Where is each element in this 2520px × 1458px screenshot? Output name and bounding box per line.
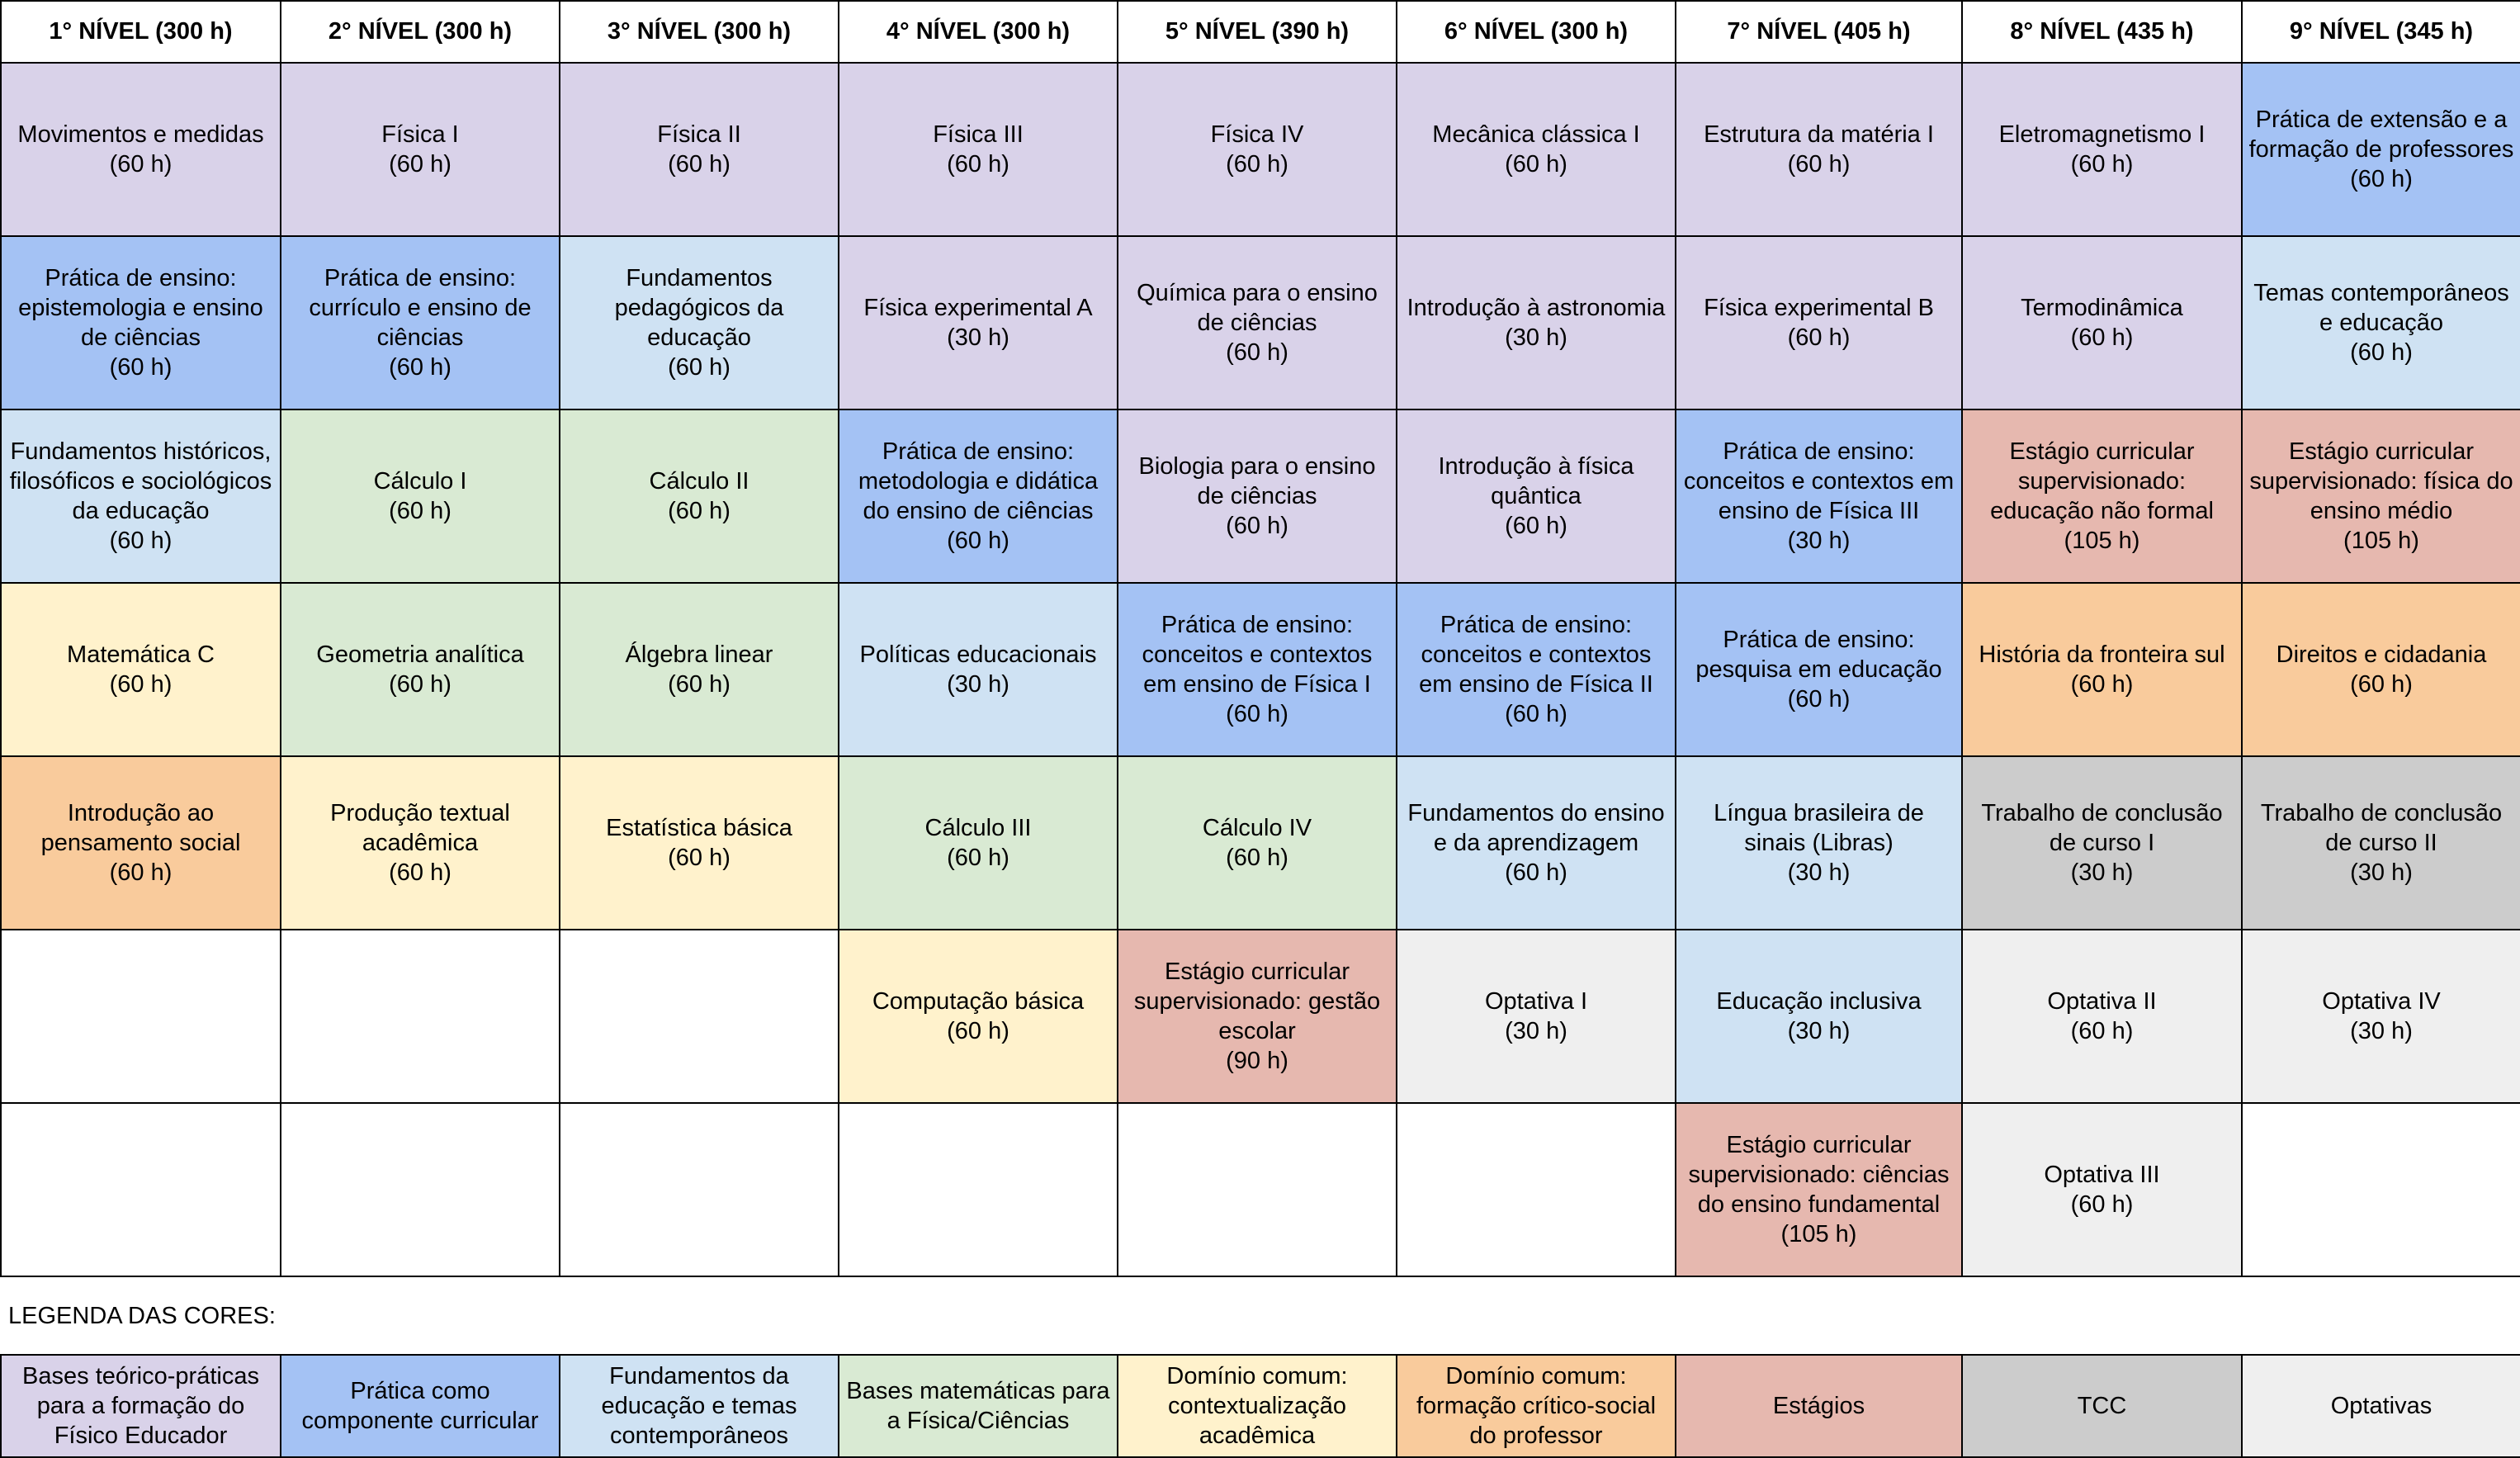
course-name: Produção textual acadêmica [330, 800, 510, 856]
course-cell [1962, 63, 2242, 236]
course-cell [2242, 63, 2520, 236]
course-cell [839, 583, 1118, 756]
course-name: Termodinâmica [2021, 295, 2183, 321]
course-name: Estágio curricular supervisionado: física do ensino médio [2249, 438, 2513, 524]
course-cell [560, 63, 839, 236]
course-name: Prática de extensão e a formação de professores [2248, 107, 2514, 163]
course-name: Computação básica [872, 988, 1085, 1015]
course-hours: (105 h) [1780, 1221, 1857, 1247]
course-name: Prática de ensino: epistemologia e ensino de ciências [18, 265, 263, 351]
course-cell [560, 236, 839, 409]
course-name: Temas contemporâneos e educação [2253, 280, 2509, 336]
course-name: Estágio curricular supervisionado: ciências do ensino fundamental [1688, 1132, 1950, 1218]
course-hours: (60 h) [1787, 324, 1851, 351]
grid-row [1, 409, 2520, 583]
course-hours: (60 h) [389, 498, 452, 524]
course-name: Prática de ensino: conceitos e contextos em ensino de Física II [1419, 612, 1653, 698]
course-hours: (60 h) [1505, 859, 1567, 886]
empty-cell [281, 1103, 560, 1276]
course-hours: (60 h) [2070, 151, 2134, 178]
course-name: Prática de ensino: metodologia e didática do ensino de ciências [858, 438, 1099, 524]
course-name: Optativa IV [2322, 988, 2441, 1015]
empty-cell [1118, 1103, 1397, 1276]
course-hours: (30 h) [1787, 528, 1851, 554]
course-hours: (60 h) [668, 354, 730, 381]
legend-item-matematica: Bases matemáticas para a Física/Ciências [839, 1355, 1118, 1457]
course-name: Estágio curricular supervisionado: gestão escolar [1133, 959, 1381, 1044]
course-name: Física IV [1210, 121, 1304, 148]
course-hours: (60 h) [2070, 324, 2134, 351]
course-name: Biologia para o ensino de ciências [1138, 453, 1376, 509]
course-cell [1, 63, 281, 236]
course-cell [1962, 756, 2242, 930]
course-name: Trabalho de conclusão de curso I [1981, 800, 2223, 856]
course-hours: (60 h) [1505, 701, 1567, 727]
course-cell [1118, 409, 1397, 583]
course-name: Física I [381, 121, 459, 148]
level-header-7: 7° NÍVEL (405 h) [1676, 1, 1962, 63]
course-cell [1676, 63, 1962, 236]
grid-row [1, 756, 2520, 930]
course-cell [1962, 1103, 2242, 1276]
legend-item-estagios: Estágios [1676, 1355, 1962, 1457]
course-hours: (60 h) [1226, 513, 1288, 539]
level-header-9: 9° NÍVEL (345 h) [2242, 1, 2520, 63]
empty-cell [1, 930, 281, 1103]
course-name: Álgebra linear [625, 641, 773, 668]
course-name: Física experimental B [1704, 295, 1934, 321]
empty-cell [560, 1103, 839, 1276]
course-name: Geometria analítica [316, 641, 524, 668]
course-grid-body [1, 63, 2520, 1276]
legend-item-bases: Bases teórico-práticas para a formação do Físico Educador [1, 1355, 281, 1457]
course-cell [1, 756, 281, 930]
level-header-2: 2° NÍVEL (300 h) [281, 1, 560, 63]
color-legend [0, 1354, 2520, 1458]
course-hours: (60 h) [1505, 513, 1567, 539]
course-hours: (60 h) [389, 671, 452, 698]
course-cell [2242, 236, 2520, 409]
course-name: Direitos e cidadania [2276, 641, 2487, 668]
empty-cell [839, 1103, 1118, 1276]
course-name: Prática de ensino: currículo e ensino de ciências [309, 265, 532, 351]
course-hours: (30 h) [2350, 859, 2413, 886]
course-cell [2242, 583, 2520, 756]
course-name: Introdução à física quântica [1438, 453, 1634, 509]
grid-row [1, 930, 2520, 1103]
course-name: Estrutura da matéria I [1704, 121, 1934, 148]
course-hours: (60 h) [947, 151, 1009, 178]
course-name: Movimentos e medidas [17, 121, 264, 148]
level-header-8: 8° NÍVEL (435 h) [1962, 1, 2242, 63]
course-hours: (60 h) [2350, 166, 2413, 192]
course-cell [839, 409, 1118, 583]
course-name: Estágio curricular supervisionado: educação não formal [1990, 438, 2214, 524]
course-hours: (60 h) [2070, 671, 2134, 698]
course-cell [1962, 236, 2242, 409]
course-cell [1676, 930, 1962, 1103]
course-hours: (60 h) [2350, 671, 2413, 698]
legend-item-pratica: Prática como componente curricular [281, 1355, 560, 1457]
course-hours: (60 h) [109, 859, 173, 886]
course-name: Optativa I [1484, 988, 1588, 1015]
course-name: Física II [657, 121, 741, 148]
level-header-6: 6° NÍVEL (300 h) [1397, 1, 1676, 63]
course-name: Políticas educacionais [859, 641, 1097, 668]
course-hours: (60 h) [389, 354, 452, 381]
course-cell [1, 409, 281, 583]
course-hours: (60 h) [2350, 339, 2413, 366]
course-hours: (60 h) [947, 845, 1009, 871]
level-header-row [1, 1, 2520, 63]
course-cell [1118, 756, 1397, 930]
course-cell [1118, 583, 1397, 756]
course-cell [1397, 930, 1676, 1103]
course-name: Fundamentos pedagógicos da educação [614, 265, 784, 351]
course-name: Matemática C [67, 641, 215, 668]
course-cell [1397, 236, 1676, 409]
grid-row [1, 1103, 2520, 1276]
legend-item-formacao: Domínio comum: formação crítico-social do professor [1397, 1355, 1676, 1457]
course-name: Fundamentos históricos, filosóficos e sociológicos da educação [9, 438, 272, 524]
course-hours: (60 h) [109, 354, 173, 381]
course-cell [1676, 1103, 1962, 1276]
course-name: Fundamentos do ensino e da aprendizagem [1407, 800, 1665, 856]
course-name: Introdução ao pensamento social [40, 800, 241, 856]
legend-item-optativas: Optativas [2242, 1355, 2520, 1457]
grid-row [1, 63, 2520, 236]
course-hours: (60 h) [1505, 151, 1567, 178]
course-name: Trabalho de conclusão de curso II [2260, 800, 2503, 856]
level-header-1: 1° NÍVEL (300 h) [1, 1, 281, 63]
empty-cell [1, 1103, 281, 1276]
course-hours: (60 h) [1787, 686, 1851, 712]
course-hours: (105 h) [2064, 528, 2140, 554]
grid-row [1, 236, 2520, 409]
course-hours: (60 h) [1226, 151, 1288, 178]
course-hours: (30 h) [1505, 1018, 1567, 1044]
course-cell [839, 236, 1118, 409]
course-name: Prática de ensino: conceitos e contextos em ensino de Física I [1142, 612, 1373, 698]
course-name: Química para o ensino de ciências [1137, 280, 1378, 336]
course-hours: (60 h) [109, 151, 173, 178]
course-name: Prática de ensino: conceitos e contextos em ensino de Física III [1683, 438, 1955, 524]
course-name: Introdução à astronomia [1407, 295, 1666, 321]
course-cell [1, 236, 281, 409]
course-cell [839, 63, 1118, 236]
course-cell [1397, 756, 1676, 930]
course-cell [1397, 409, 1676, 583]
course-cell [281, 409, 560, 583]
empty-cell [1397, 1103, 1676, 1276]
course-cell [2242, 756, 2520, 930]
course-cell [839, 930, 1118, 1103]
course-cell [1962, 583, 2242, 756]
course-hours: (105 h) [2343, 528, 2419, 554]
course-hours: (60 h) [389, 151, 452, 178]
level-header-5: 5° NÍVEL (390 h) [1118, 1, 1397, 63]
course-hours: (30 h) [1787, 859, 1851, 886]
course-cell [281, 583, 560, 756]
course-cell [1118, 930, 1397, 1103]
legend-row [1, 1355, 2520, 1457]
course-hours: (30 h) [947, 671, 1009, 698]
course-cell [1962, 930, 2242, 1103]
course-name: Cálculo IV [1202, 815, 1312, 841]
course-cell [1676, 583, 1962, 756]
course-name: Cálculo III [924, 815, 1032, 841]
course-hours: (60 h) [2070, 1018, 2134, 1044]
course-cell [1118, 63, 1397, 236]
course-name: Estatística básica [606, 815, 792, 841]
course-cell [560, 583, 839, 756]
course-hours: (60 h) [109, 671, 173, 698]
course-hours: (60 h) [2070, 1191, 2134, 1218]
course-cell [2242, 409, 2520, 583]
course-hours: (60 h) [1787, 151, 1851, 178]
empty-cell [2242, 1103, 2520, 1276]
course-cell [1676, 409, 1962, 583]
course-cell [1676, 756, 1962, 930]
course-name: Eletromagnetismo I [1998, 121, 2206, 148]
course-hours: (60 h) [389, 859, 452, 886]
course-hours: (60 h) [1226, 701, 1288, 727]
course-hours: (90 h) [1226, 1048, 1288, 1074]
course-name: Prática de ensino: pesquisa em educação [1695, 627, 1942, 683]
course-name: Física experimental A [863, 295, 1093, 321]
course-cell [281, 63, 560, 236]
course-name: Física III [933, 121, 1024, 148]
course-hours: (60 h) [668, 671, 730, 698]
course-cell [1676, 236, 1962, 409]
grid-row [1, 583, 2520, 756]
course-cell [1397, 583, 1676, 756]
course-hours: (30 h) [2070, 859, 2134, 886]
course-hours: (30 h) [947, 324, 1009, 351]
course-name: Optativa II [2047, 988, 2157, 1015]
course-hours: (30 h) [1787, 1018, 1851, 1044]
level-header-4: 4° NÍVEL (300 h) [839, 1, 1118, 63]
legend-title: LEGENDA DAS CORES: [8, 1303, 276, 1329]
course-cell [1962, 409, 2242, 583]
course-name: Cálculo I [373, 468, 467, 495]
course-hours: (60 h) [1226, 339, 1288, 366]
course-cell [1, 583, 281, 756]
course-name: Optativa III [2044, 1162, 2160, 1188]
course-cell [560, 756, 839, 930]
course-cell [2242, 930, 2520, 1103]
legend-item-contextualizacao: Domínio comum: contextualização acadêmica [1118, 1355, 1397, 1457]
legend-item-tcc: TCC [1962, 1355, 2242, 1457]
legend-item-fundamentos: Fundamentos da educação e temas contemporâneos [560, 1355, 839, 1457]
course-hours: (60 h) [947, 528, 1009, 554]
empty-cell [281, 930, 560, 1103]
level-header-3: 3° NÍVEL (300 h) [560, 1, 839, 63]
course-hours: (60 h) [1226, 845, 1288, 871]
course-hours: (60 h) [668, 498, 730, 524]
course-cell [839, 756, 1118, 930]
course-hours: (60 h) [668, 151, 730, 178]
empty-cell [560, 930, 839, 1103]
course-hours: (60 h) [947, 1018, 1009, 1044]
course-cell [1397, 63, 1676, 236]
course-name: História da fronteira sul [1979, 641, 2225, 668]
course-name: Cálculo II [649, 468, 749, 495]
course-cell [281, 756, 560, 930]
course-hours: (60 h) [109, 528, 173, 554]
course-name: Mecânica clássica I [1432, 121, 1640, 148]
course-name: Educação inclusiva [1716, 988, 1922, 1015]
course-hours: (30 h) [1505, 324, 1567, 351]
course-hours: (30 h) [2350, 1018, 2413, 1044]
course-cell [1118, 236, 1397, 409]
course-name: Língua brasileira de sinais (Libras) [1714, 800, 1924, 856]
course-hours: (60 h) [668, 845, 730, 871]
course-cell [281, 236, 560, 409]
course-cell [560, 409, 839, 583]
